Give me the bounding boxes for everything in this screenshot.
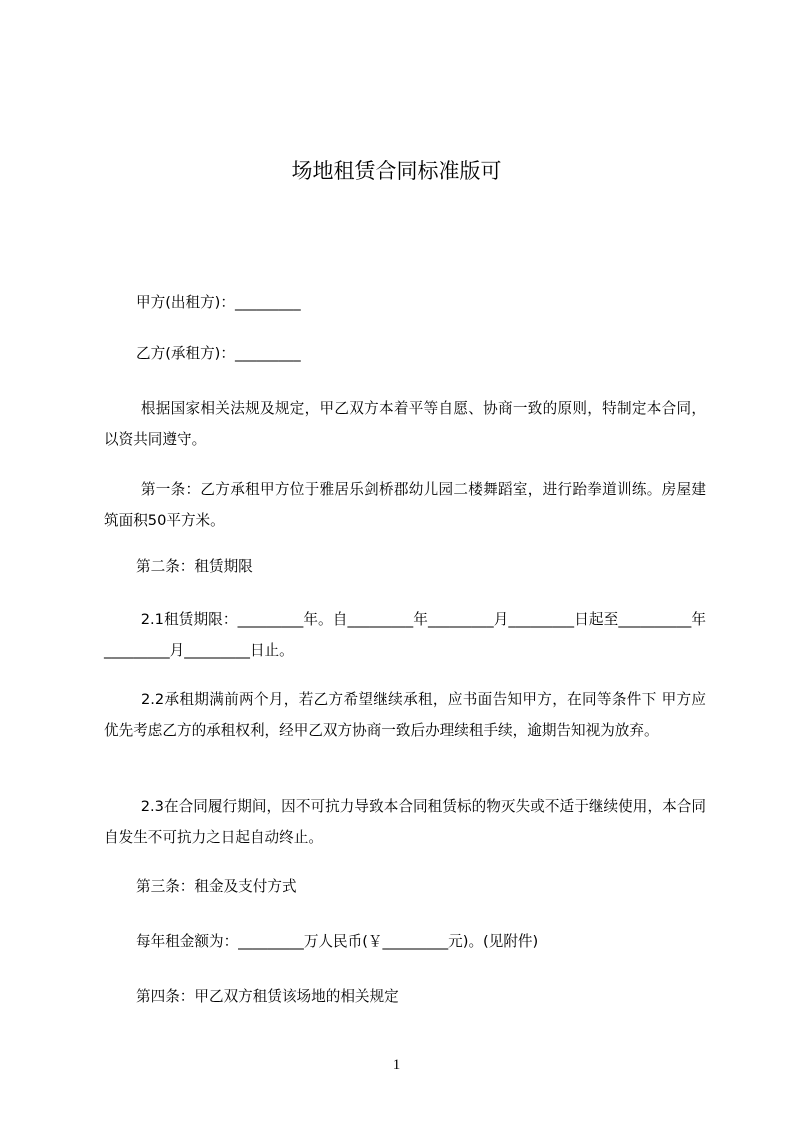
paragraph-clause-2-2 (104, 684, 706, 746)
paragraph-annual-rent (104, 926, 706, 957)
paragraph-clause-2-3 (104, 791, 706, 853)
paragraph-preamble (104, 393, 706, 455)
heading-article-2 (104, 551, 706, 582)
paragraph-clause-2-1 (104, 604, 706, 666)
paragraph-party-a (104, 287, 706, 318)
paragraph-text: 每年租金额为：_________万人民币(￥_________元)。(见附件) (136, 933, 539, 950)
heading-article-4 (104, 981, 706, 1012)
paragraph-text: 第一条：乙方承租甲方位于雅居乐剑桥郡幼儿园二楼舞蹈室，进行跆拳道训练。房屋建筑面积50平方米。 (104, 481, 706, 529)
paragraph-party-b (104, 338, 706, 369)
heading-article-3 (104, 871, 706, 902)
paragraph-text: 2.2承租期满前两个月，若乙方希望继续承租，应书面告知甲方，在同等条件下 甲方应优先考虑乙方的承租权利，经甲乙双方协商一致后办理续租手续，逾期告知视为放弃。 (104, 691, 706, 739)
paragraph-text: 根据国家相关法规及规定，甲乙双方本着平等自愿、协商一致的原则，特制定本合同，以资共同遵守。 (104, 400, 706, 448)
paragraph-text: 2.1租赁期限：_________年。自_________年_________月_________日起至__________年_________月_________日止。 (104, 611, 706, 659)
document-title: 场地租赁合同标准版可 (291, 159, 502, 184)
paragraph-text: 2.3在合同履行期间，因不可抗力导致本合同租赁标的物灭失或不适于继续使用，本合同自发生不可抗力之日起自动终止。 (104, 798, 706, 846)
paragraph-text: 乙方(承租方)：_________ (136, 345, 301, 362)
paragraph-text: 第三条：租金及支付方式 (136, 878, 297, 895)
paragraph-text: 甲方(出租方)：_________ (136, 294, 301, 311)
paragraph-article-1 (104, 474, 706, 536)
paragraph-text: 第四条：甲乙双方租赁该场地的相关规定 (136, 988, 399, 1005)
page-number: 1 (392, 1057, 401, 1073)
paragraph-text: 第二条：租赁期限 (136, 558, 253, 575)
